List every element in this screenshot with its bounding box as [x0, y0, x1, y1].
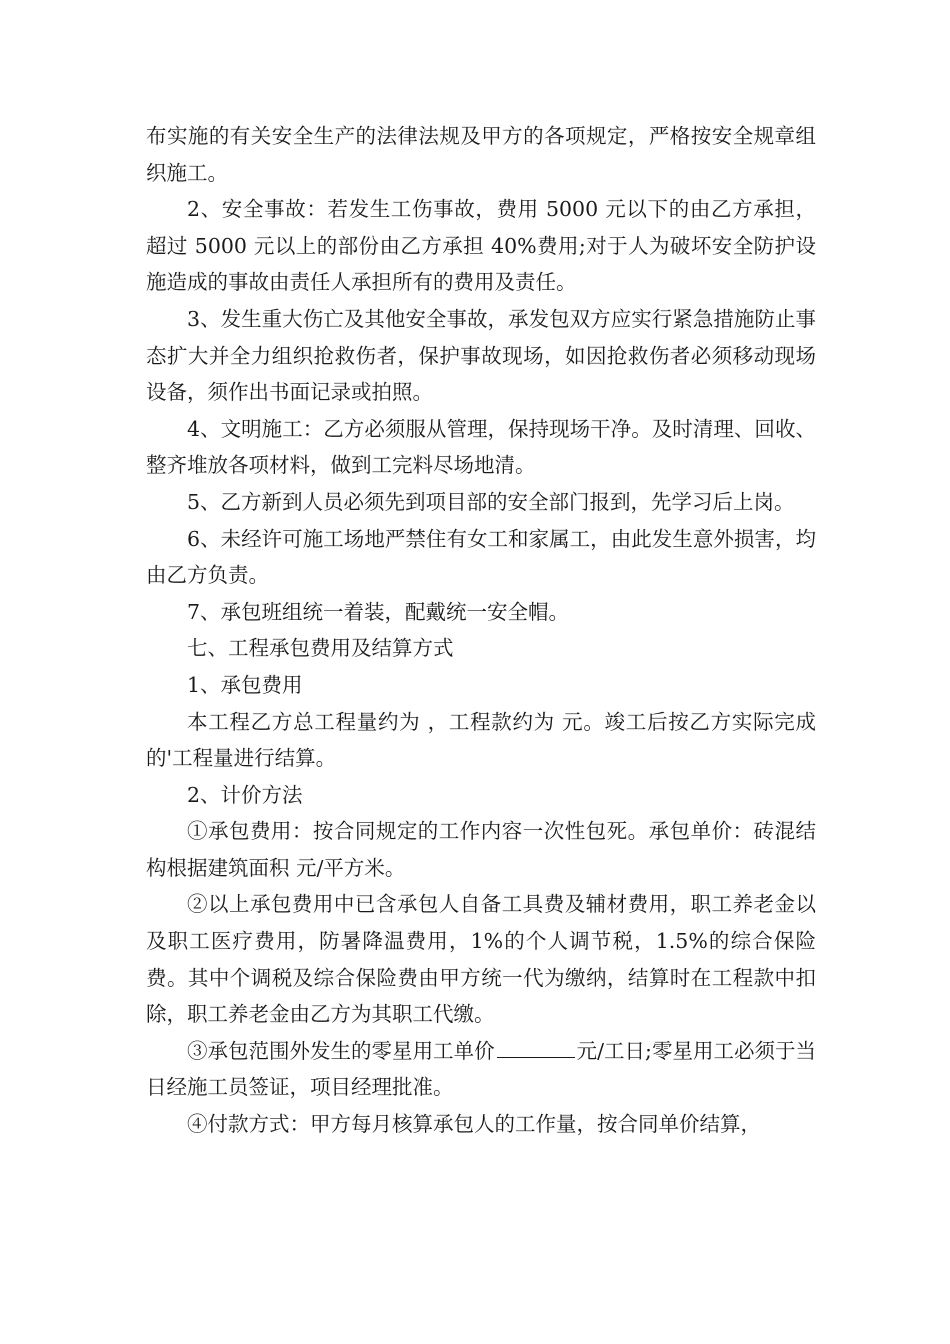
odd-jobs-text-before: ③承包范围外发生的零星用工单价 — [187, 1038, 495, 1063]
paragraph-uniform: 7、承包班组统一着装，配戴统一安全帽。 — [187, 599, 570, 624]
odd-jobs-text-after: 元/工日;零星用工必须于当日经施工员签证，项目经理批准。 — [146, 1038, 816, 1100]
paragraph-odd-jobs — [146, 1033, 816, 1106]
subheading-pricing-method: 2、计价方法 — [187, 782, 303, 807]
section-heading-cost-settlement: 七、工程承包费用及结算方式 — [187, 636, 454, 661]
paragraph-new-personnel: 5、乙方新到人员必须先到项目部的安全部门报到，先学习后上岗。 — [187, 489, 795, 514]
unit-price-blank-line — [497, 1035, 575, 1058]
paragraph-safety-rules-continued: 布实施的有关安全生产的法律法规及甲方的各项规定，严格按安全规章组织施工。 — [146, 124, 816, 185]
paragraph-civilized-construction: 4、文明施工：乙方必须服从管理，保持现场干净。及时清理、回收、整齐堆放各项材料，做到工完料尽场地清。 — [146, 416, 816, 478]
document-body — [146, 118, 816, 1143]
paragraph-site-residence: 6、未经许可施工场地严禁住有女工和家属工，由此发生意外损害，均由乙方负责。 — [146, 526, 816, 588]
paragraph-cost-inclusions: ②以上承包费用中已含承包人自备工具费及辅材费用，职工养老金以及职工医疗费用，防暑降温费用，1%的个人调节税，1.5%的综合保险费。其中个调税及综合保险费由甲方统一代为缴纳，结算时在工程款中扣除，职工养老金由乙方为其职工代缴。 — [146, 892, 816, 1027]
paragraph-project-amount: 本工程乙方总工程量约为 ，工程款约为 元。竣工后按乙方实际完成的'工程量进行结算。 — [146, 709, 816, 771]
paragraph-payment-method: ④付款方式：甲方每月核算承包人的工作量，按合同单价结算， — [187, 1112, 761, 1137]
paragraph-safety-accident: 2、安全事故：若发生工伤事故，费用 5000 元以下的由乙方承担，超过 5000 元以上的部份由乙方承担 40%费用;对于人为破坏安全防护设施造成的事故由责任人承担所有的费用及责任。 — [146, 197, 816, 295]
subheading-contract-cost: 1、承包费用 — [187, 672, 303, 697]
paragraph-unit-price: ①承包费用：按合同规定的工作内容一次性包死。承包单价：砖混结构根据建筑面积 元/平方米。 — [146, 819, 816, 880]
paragraph-major-casualty: 3、发生重大伤亡及其他安全事故，承发包双方应实行紧急措施防止事态扩大并全力组织抢救伤者，保护事故现场，如因抢救伤者必须移动现场设备，须作出书面记录或拍照。 — [146, 306, 816, 405]
